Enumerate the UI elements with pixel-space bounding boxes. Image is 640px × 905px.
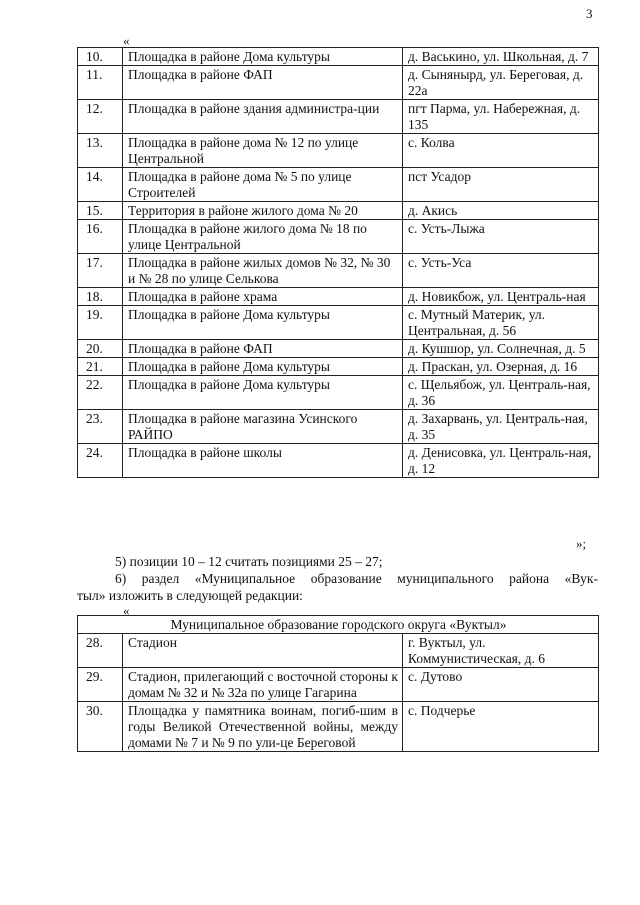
site-location: д. Кушшор, ул. Солнечная, д. 5 bbox=[403, 340, 599, 358]
row-number: 30. bbox=[78, 702, 123, 752]
row-number: 19. bbox=[78, 306, 123, 340]
row-number: 23. bbox=[78, 410, 123, 444]
row-number: 24. bbox=[78, 444, 123, 478]
site-name: Площадка в районе магазина Усинского РАЙПО bbox=[123, 410, 403, 444]
site-name: Площадка в районе жилого дома № 18 по улице Центральной bbox=[123, 220, 403, 254]
site-location: д. Денисовка, ул. Централь-ная, д. 12 bbox=[403, 444, 599, 478]
table-row bbox=[78, 358, 599, 376]
table-row bbox=[78, 134, 599, 168]
table-row bbox=[78, 288, 599, 306]
site-location: д. Сынянырд, ул. Береговая, д. 22а bbox=[403, 66, 599, 100]
table-row bbox=[78, 702, 599, 752]
row-number: 18. bbox=[78, 288, 123, 306]
paragraph-item-6-text-1: 6) раздел «Муниципальное образование муниципального района «Вук- bbox=[115, 571, 598, 586]
site-name: Площадка в районе Дома культуры bbox=[123, 306, 403, 340]
table-row bbox=[78, 410, 599, 444]
table-row bbox=[78, 306, 599, 340]
row-number: 28. bbox=[78, 634, 123, 668]
site-name: Площадка в районе Дома культуры bbox=[123, 358, 403, 376]
site-location: с. Мутный Материк, ул. Центральная, д. 56 bbox=[403, 306, 599, 340]
table-row bbox=[78, 48, 599, 66]
site-location: г. Вуктыл, ул. Коммунистическая, д. 6 bbox=[403, 634, 599, 668]
row-number: 29. bbox=[78, 668, 123, 702]
row-number: 14. bbox=[78, 168, 123, 202]
row-number: 17. bbox=[78, 254, 123, 288]
site-name: Площадка в районе жилых домов № 32, № 30 и № 28 по улице Селькова bbox=[123, 254, 403, 288]
opening-quote-2: « bbox=[123, 603, 130, 618]
site-name: Территория в районе жилого дома № 20 bbox=[123, 202, 403, 220]
site-name: Площадка в районе здания администра-ции bbox=[123, 100, 403, 134]
table-header-row bbox=[78, 616, 599, 634]
table-row bbox=[78, 444, 599, 478]
site-name: Стадион bbox=[123, 634, 403, 668]
site-name: Стадион, прилегающий с восточной стороны к домам № 32 и № 32а по улице Гагарина bbox=[123, 668, 403, 702]
table-row bbox=[78, 100, 599, 134]
row-number: 16. bbox=[78, 220, 123, 254]
site-location: с. Усть-Лыжа bbox=[403, 220, 599, 254]
row-number: 13. bbox=[78, 134, 123, 168]
row-number: 22. bbox=[78, 376, 123, 410]
table-row bbox=[78, 340, 599, 358]
row-number: 12. bbox=[78, 100, 123, 134]
table-row bbox=[78, 168, 599, 202]
site-name: Площадка в районе Дома культуры bbox=[123, 48, 403, 66]
site-name: Площадка в районе ФАП bbox=[123, 340, 403, 358]
row-number: 11. bbox=[78, 66, 123, 100]
site-location: д. Акись bbox=[403, 202, 599, 220]
row-number: 10. bbox=[78, 48, 123, 66]
site-location: д. Васькино, ул. Школьная, д. 7 bbox=[403, 48, 599, 66]
opening-quote: « bbox=[123, 33, 130, 48]
sites-table bbox=[77, 47, 599, 478]
site-name: Площадка в районе храма bbox=[123, 288, 403, 306]
site-location: с. Щельябож, ул. Централь-ная, д. 36 bbox=[403, 376, 599, 410]
site-location: д. Захарвань, ул. Централь-ная, д. 35 bbox=[403, 410, 599, 444]
site-location: с. Колва bbox=[403, 134, 599, 168]
paragraph-item-6-line-2: тыл» изложить в следующей редакции: bbox=[77, 588, 303, 603]
paragraph-item-6-line-1 bbox=[77, 570, 598, 587]
row-number: 21. bbox=[78, 358, 123, 376]
closing-quote: »; bbox=[576, 536, 587, 551]
table-row bbox=[78, 376, 599, 410]
site-location: с. Подчерье bbox=[403, 702, 599, 752]
paragraph-item-5: 5) позиции 10 – 12 считать позициями 25 – 27; bbox=[115, 554, 383, 569]
vuktyl-sites-table bbox=[77, 615, 599, 752]
site-location: с. Дутово bbox=[403, 668, 599, 702]
site-location: с. Усть-Уса bbox=[403, 254, 599, 288]
site-name: Площадка в районе школы bbox=[123, 444, 403, 478]
site-location: д. Праскан, ул. Озерная, д. 16 bbox=[403, 358, 599, 376]
site-location: д. Новикбож, ул. Централь-ная bbox=[403, 288, 599, 306]
site-name: Площадка в районе Дома культуры bbox=[123, 376, 403, 410]
site-name: Площадка у памятника воинам, погиб-шим в годы Великой Отечественной войны, между домами № 7 и № 9 по ули-це Береговой bbox=[123, 702, 403, 752]
table-row bbox=[78, 634, 599, 668]
site-name: Площадка в районе дома № 12 по улице Центральной bbox=[123, 134, 403, 168]
row-number: 15. bbox=[78, 202, 123, 220]
site-location: пст Усадор bbox=[403, 168, 599, 202]
table-row bbox=[78, 254, 599, 288]
table-row bbox=[78, 668, 599, 702]
table-row bbox=[78, 66, 599, 100]
table-row bbox=[78, 202, 599, 220]
site-location: пгт Парма, ул. Набережная, д. 135 bbox=[403, 100, 599, 134]
site-name: Площадка в районе ФАП bbox=[123, 66, 403, 100]
page-number: 3 bbox=[586, 6, 593, 21]
site-name: Площадка в районе дома № 5 по улице Строителей bbox=[123, 168, 403, 202]
table-section-header: Муниципальное образование городского округа «Вуктыл» bbox=[78, 616, 599, 634]
row-number: 20. bbox=[78, 340, 123, 358]
table-row bbox=[78, 220, 599, 254]
